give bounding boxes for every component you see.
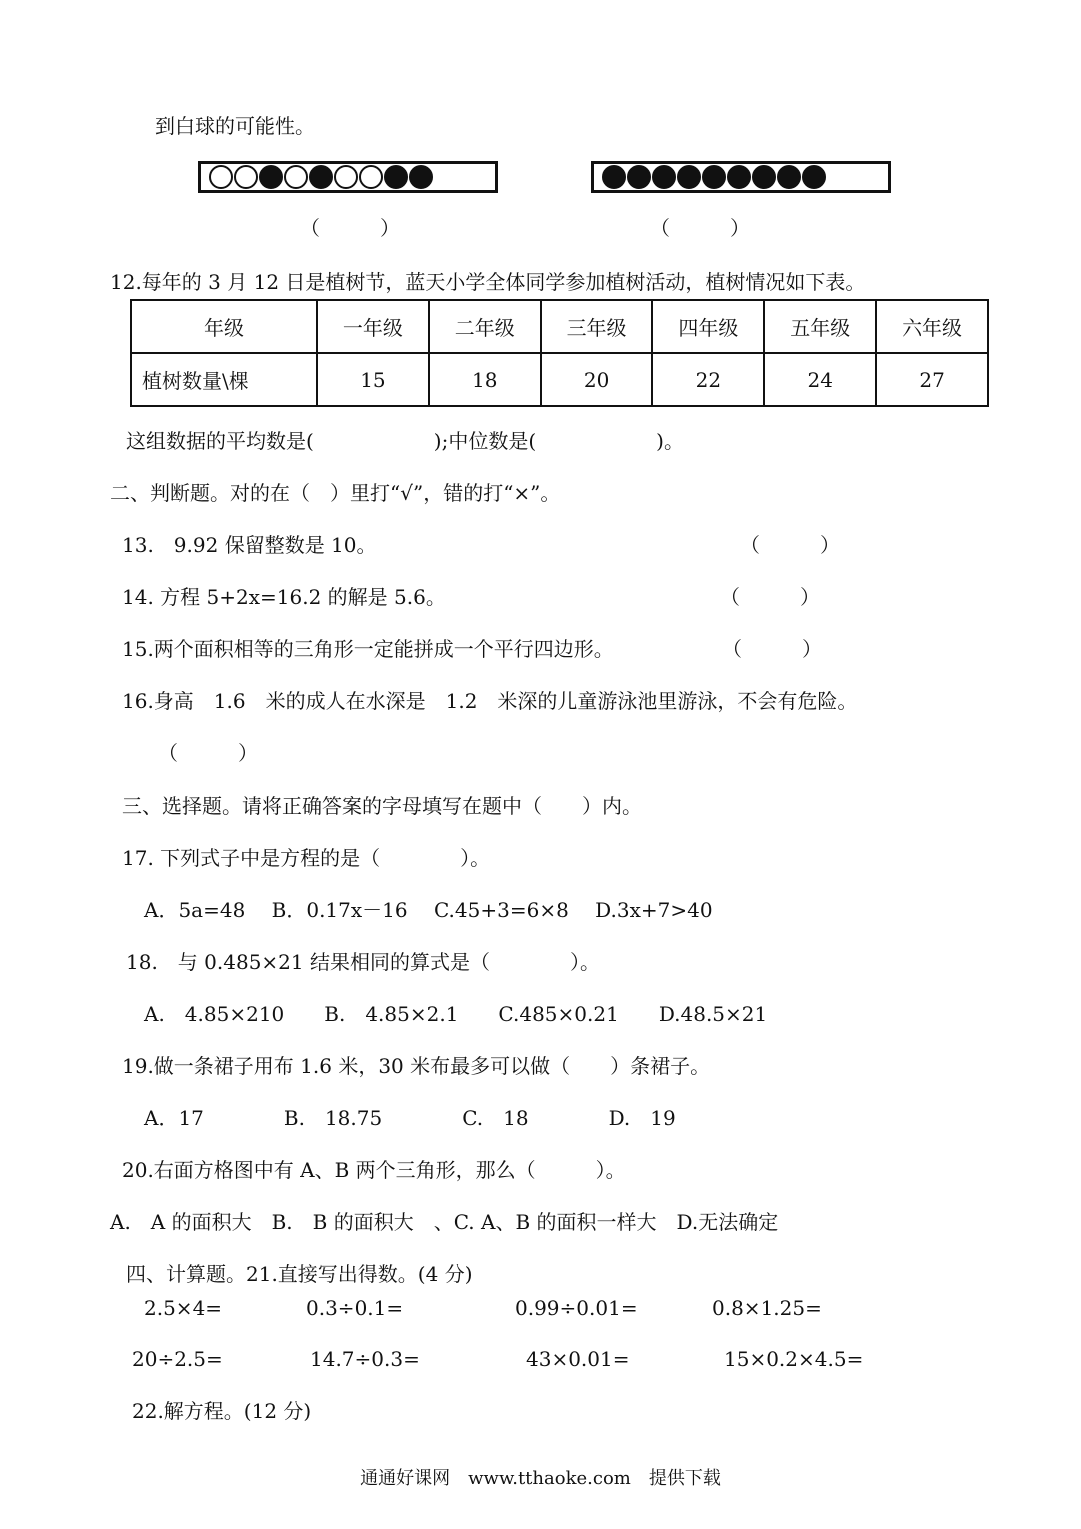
ball-box-1 xyxy=(198,161,498,193)
calc-item: 0.8×1.25= xyxy=(712,1296,822,1320)
q17-text: 17. 下列式子中是方程的是（ ）。 xyxy=(122,846,491,870)
black-ball-icon xyxy=(727,165,751,189)
q20-options: A. A 的面积大 B. B 的面积大 、C. A、B 的面积一样大 D.无法确定 xyxy=(110,1210,779,1234)
q14-answer: （ ） xyxy=(720,585,820,609)
table-cell: 18 xyxy=(429,353,541,406)
black-ball-icon xyxy=(652,165,676,189)
q12-question: 这组数据的平均数是( );中位数是( )。 xyxy=(126,429,684,453)
black-ball-icon xyxy=(627,165,651,189)
calc-item: 20÷2.5= xyxy=(132,1347,223,1371)
calc-item: 0.3÷0.1= xyxy=(306,1296,404,1320)
table-cell: 一年级 xyxy=(317,300,429,353)
black-ball-icon xyxy=(702,165,726,189)
section3-title: 三、选择题。请将正确答案的字母填写在题中（ ）内。 xyxy=(122,794,642,818)
q13-text: 13. 9.92 保留整数是 10。 xyxy=(122,533,377,557)
calc-item: 0.99÷0.01= xyxy=(515,1296,638,1320)
q14-text: 14. 方程 5+2x=16.2 的解是 5.6。 xyxy=(122,585,446,609)
table-cell: 四年级 xyxy=(652,300,764,353)
table-cell: 20 xyxy=(541,353,653,406)
q11-answer-1: （ ） xyxy=(300,216,400,240)
q18-options: A. 4.85×210 B. 4.85×2.1 C.485×0.21 D.48.5×21 xyxy=(144,1002,768,1026)
white-ball-icon xyxy=(334,165,358,189)
calc-item: 14.7÷0.3= xyxy=(310,1347,420,1371)
calc-item: 15×0.2×4.5= xyxy=(724,1347,864,1371)
q17-options: A．5a=48 B．0.17x－16 C.45+3=6×8 D.3x+7>40 xyxy=(144,898,713,922)
q20-text: 20.右面方格图中有 A、B 两个三角形，那么（ ）。 xyxy=(122,1158,626,1182)
q13-answer: （ ） xyxy=(740,533,840,557)
table-cell: 六年级 xyxy=(876,300,988,353)
q16-answer: （ ） xyxy=(158,741,258,765)
white-ball-icon xyxy=(359,165,383,189)
q15-text: 15.两个面积相等的三角形一定能拼成一个平行四边形。 xyxy=(122,637,614,661)
white-ball-icon xyxy=(284,165,308,189)
white-ball-icon xyxy=(209,165,233,189)
table-cell: 24 xyxy=(764,353,876,406)
ball-box-2 xyxy=(591,161,891,193)
table-cell: 年级 xyxy=(131,300,317,353)
q19-text: 19.做一条裙子用布 1.6 米，30 米布最多可以做（ ）条裙子。 xyxy=(122,1054,711,1078)
table-cell: 植树数量\棵 xyxy=(131,353,317,406)
section4-title: 四、计算题。21.直接写出得数。(4 分) xyxy=(126,1262,473,1286)
table-cell: 三年级 xyxy=(541,300,653,353)
black-ball-icon xyxy=(384,165,408,189)
section2-title: 二、判断题。对的在（ ）里打“√”，错的打“×”。 xyxy=(110,481,561,505)
black-ball-icon xyxy=(309,165,333,189)
calc-item: 2.5×4= xyxy=(144,1296,223,1320)
black-ball-icon xyxy=(777,165,801,189)
footer-text: 通通好课网 www.tthaoke.com 提供下载 xyxy=(360,1468,721,1489)
black-ball-icon xyxy=(677,165,701,189)
q12-text: 12.每年的 3 月 12 日是植树节，蓝天小学全体同学参加植树活动，植树情况如下表。 xyxy=(110,270,866,294)
q19-options: A．17 B. 18.75 C. 18 D. 19 xyxy=(144,1106,676,1130)
q18-text: 18. 与 0.485×21 结果相同的算式是（ ）。 xyxy=(126,950,600,974)
q15-answer: （ ） xyxy=(722,637,822,661)
q22-text: 22.解方程。(12 分) xyxy=(132,1399,312,1423)
table-cell: 15 xyxy=(317,353,429,406)
q11-answer-2: （ ） xyxy=(650,216,750,240)
calc-item: 43×0.01= xyxy=(526,1347,630,1371)
table-cell: 五年级 xyxy=(764,300,876,353)
black-ball-icon xyxy=(409,165,433,189)
white-ball-icon xyxy=(234,165,258,189)
black-ball-icon xyxy=(259,165,283,189)
table-row xyxy=(131,353,988,406)
black-ball-icon xyxy=(752,165,776,189)
q11-tail-text: 到白球的可能性。 xyxy=(155,114,315,138)
q16-text: 16.身高 1.6 米的成人在水深是 1.2 米深的儿童游泳池里游泳，不会有危险。 xyxy=(122,689,858,713)
tree-planting-table xyxy=(130,299,989,407)
table-cell: 27 xyxy=(876,353,988,406)
black-ball-icon xyxy=(802,165,826,189)
table-header-row xyxy=(131,300,988,353)
table-cell: 22 xyxy=(652,353,764,406)
black-ball-icon xyxy=(602,165,626,189)
table-cell: 二年级 xyxy=(429,300,541,353)
